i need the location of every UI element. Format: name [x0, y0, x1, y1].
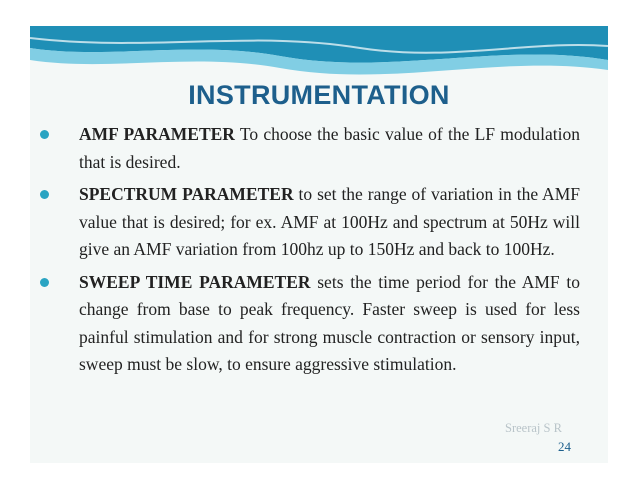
slide	[30, 26, 608, 463]
author-footer: Sreeraj S R	[505, 421, 562, 435]
bullet-spectrum-parameter	[40, 181, 580, 264]
bullet-amf-parameter	[40, 121, 580, 176]
bullet-dot-icon	[40, 278, 49, 287]
bullet-dot-icon	[40, 190, 49, 199]
bullet-text: To choose the basic value of the LF modulation that is desired.	[79, 124, 580, 172]
bullet-term: AMF PARAMETER	[79, 124, 235, 144]
bullet-term: SWEEP TIME PARAMETER	[79, 271, 311, 292]
bullet-list	[40, 121, 580, 384]
slide-title: INSTRUMENTATION	[188, 80, 450, 110]
bullet-dot-icon	[40, 130, 49, 139]
bullet-sweep-time-parameter	[40, 269, 580, 379]
bullet-term: SPECTRUM PARAMETER	[79, 184, 294, 204]
page-number: 24	[558, 439, 571, 454]
bullet-text: sets the time period for the AMF to change from base to peak frequency. Faster sweep is used for less painful stimulation and for strong muscle contraction or sensory input, sweep must be slow, to ensure aggressive stimulation.	[79, 271, 580, 374]
bullet-text: to set the range of variation in the AMF value that is desired; for ex. AMF at 100Hz and spectrum at 50Hz will give an AMF variation from 100hz up to 150Hz and back to 100Hz.	[79, 184, 580, 259]
